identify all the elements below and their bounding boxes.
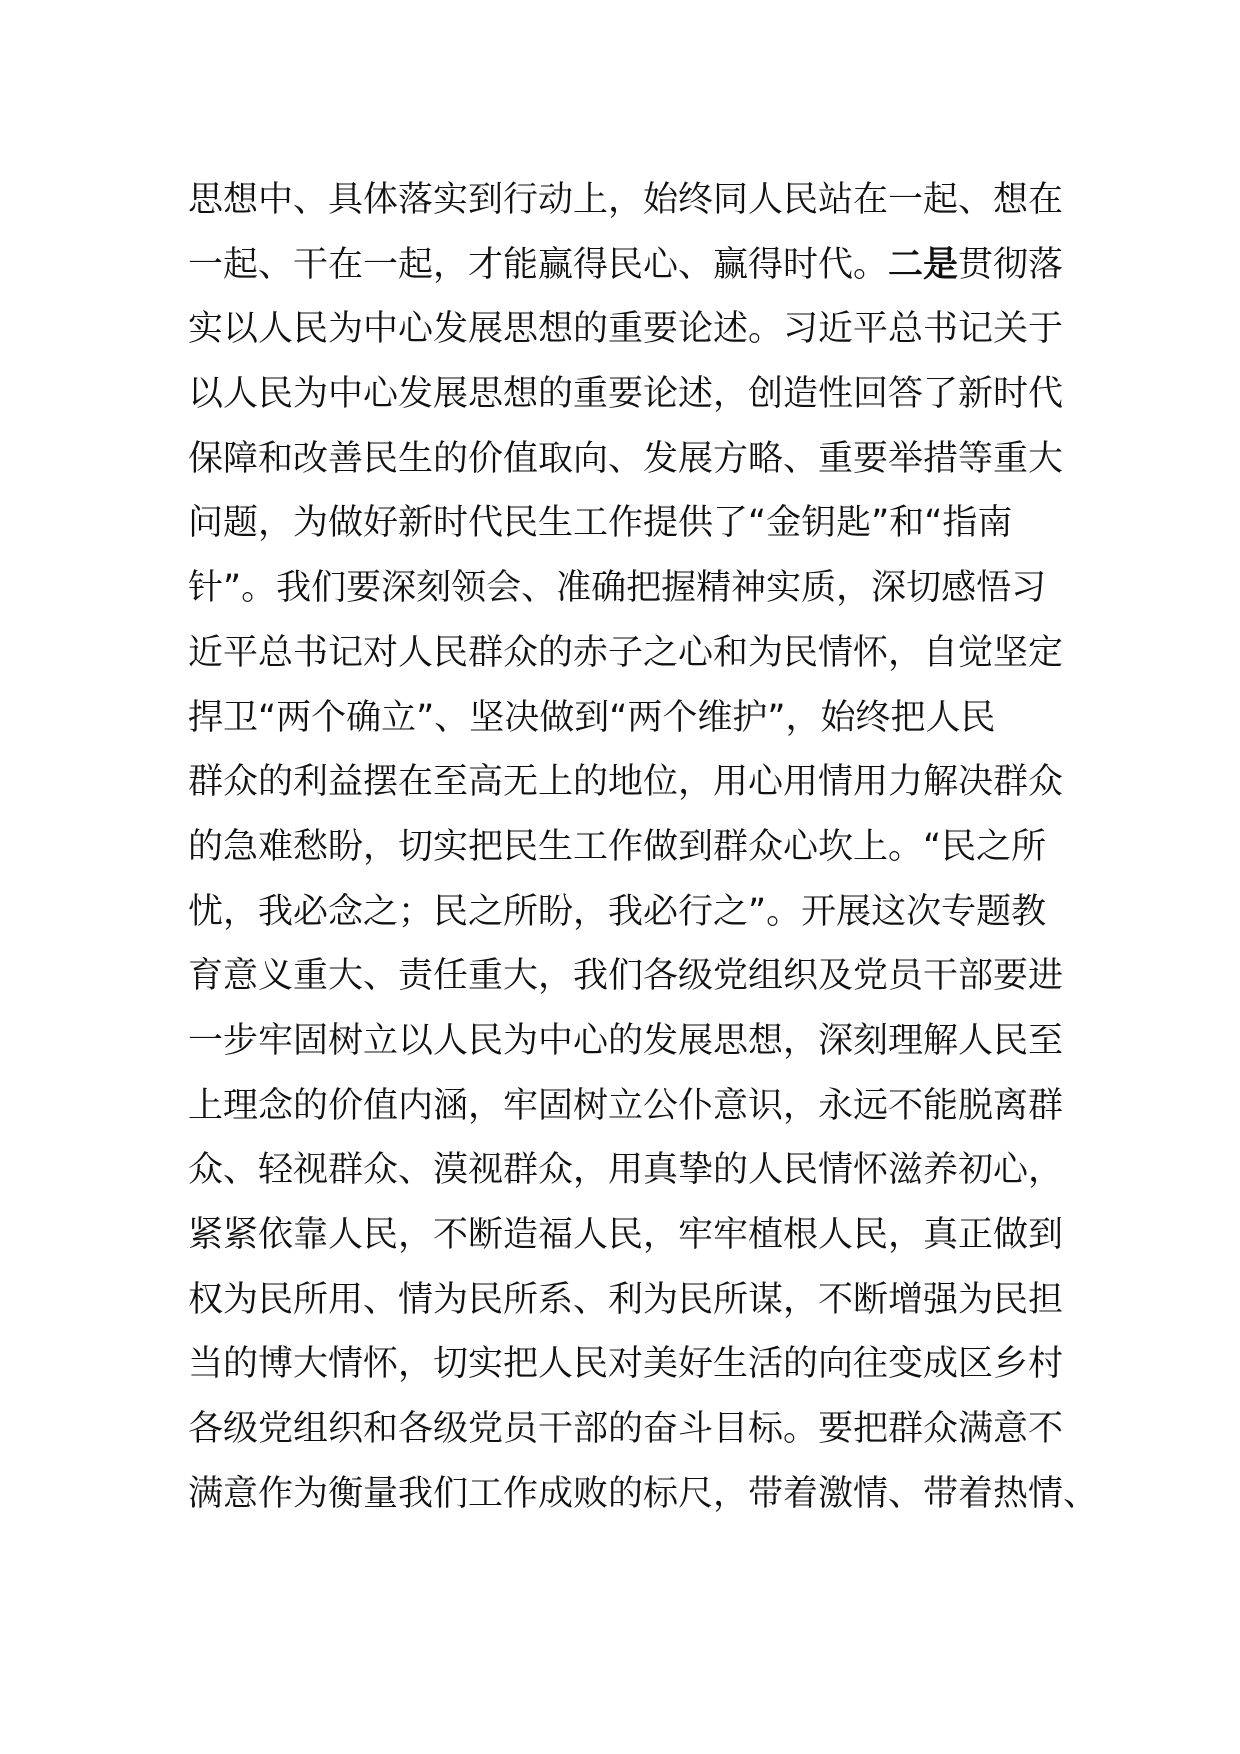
text-line: 以人民为中心发展思想的重要论述，创造性回答了新时代 [188,374,1064,415]
text-line: 忧，我必念之；民之所盼，我必行之”。开展这次专题教 [188,891,1047,932]
text-line: 问题，为做好新时代民生工作提供了“金钥匙”和“指南 [188,503,1013,544]
text-line: 保障和改善民生的价值取向、发展方略、重要举措等重大 [188,438,1064,479]
text-line: 上理念的价值内涵，牢固树立公仆意识，永远不能脱离群 [188,1085,1064,1126]
bold-emphasis: 二是 [888,244,959,285]
text-line: 满意作为衡量我们工作成败的标尺，带着激情、带着热情、 [188,1473,1099,1514]
text-line: 思想中、具体落实到行动上，始终同人民站在一起、想在 [188,180,1064,220]
text-line: 实以人民为中心发展思想的重要论述。习近平总书记关于 [188,309,1064,350]
text-line: 众、轻视群众、漠视群众，用真挚的人民情怀滋养初心， [188,1150,1064,1191]
text-line: 捍卫“两个确立”、坚决做到“两个维护”，始终把人民 [188,697,996,738]
text-line: 权为民所用、情为民所系、利为民所谋，不断增强为民担 [188,1279,1064,1320]
text-line: 各级党组织和各级党员干部的奋斗目标。要把群众满意不 [188,1409,1064,1450]
text-line: 当的博大情怀，切实把人民对美好生活的向往变成区乡村 [188,1344,1064,1385]
text-line: 针”。我们要深刻领会、准确把握精神实质，深切感悟习 [188,568,1047,609]
text-line: 紧紧依靠人民，不断造福人民，牢牢植根人民，真正做到 [188,1215,1064,1255]
text-line: 群众的利益摆在至高无上的地位，用心用情用力解决群众 [188,762,1064,803]
text-line: 一步牢固树立以人民为中心的发展思想，深刻理解人民至 [188,1020,1064,1061]
text-line: 近平总书记对人民群众的赤子之心和为民情怀，自觉坚定 [188,632,1064,673]
text-line: 一起、干在一起，才能赢得民心、赢得时代。二是贯彻落 [188,244,1064,285]
body-paragraph [188,168,1099,1526]
text-line: 育意义重大、责任重大，我们各级党组织及党员干部要进 [188,956,1064,997]
text-line: 的急难愁盼，切实把民生工作做到群众心坎上。“民之所 [188,826,1047,867]
